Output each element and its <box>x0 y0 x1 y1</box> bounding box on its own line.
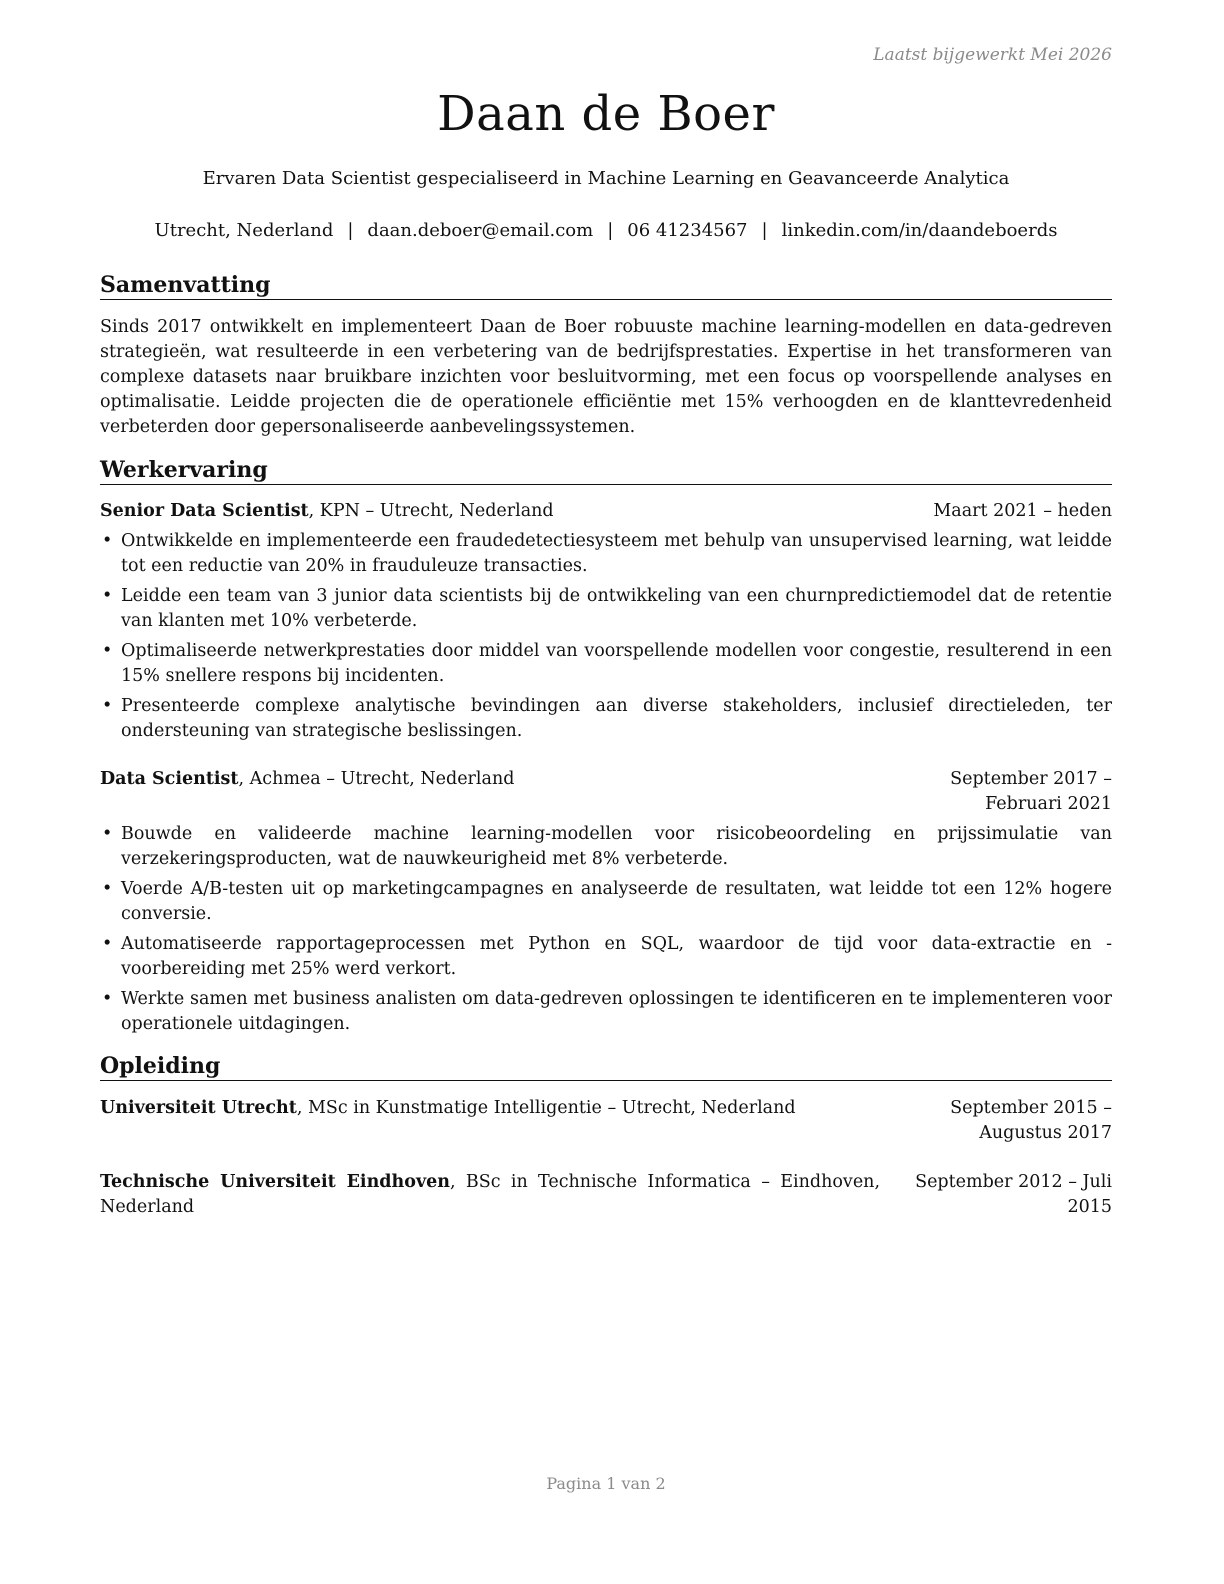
bullet-dot: • <box>102 531 113 551</box>
job-company: , KPN – Utrecht, Nederland <box>308 501 554 521</box>
contact-linkedin[interactable]: linkedin.com/in/daandeboerds <box>781 220 1058 241</box>
education-entry <box>100 1170 1112 1220</box>
job-dates: September 2017 – Februari 2021 <box>950 769 1112 814</box>
job-role: Data Scientist <box>100 769 239 789</box>
bullet-dot: • <box>102 879 113 899</box>
contact-line <box>100 220 1112 241</box>
list-item <box>100 877 1112 927</box>
list-item <box>100 822 1112 872</box>
contact-location: Utrecht, Nederland <box>154 220 334 241</box>
bullet-dot: • <box>102 586 113 606</box>
contact-separator: | <box>347 220 354 241</box>
resume-page <box>100 0 1112 1584</box>
bullet-dot: • <box>102 824 113 844</box>
bullet-dot: • <box>102 934 113 954</box>
education-dates: September 2015 – Augustus 2017 <box>950 1098 1112 1143</box>
job-dates: Maart 2021 – heden <box>933 501 1112 521</box>
list-item <box>100 584 1112 634</box>
job-bullets <box>100 822 1112 1042</box>
education-institution: Universiteit Utrecht <box>100 1098 297 1118</box>
last-updated-note: Laatst bijgewerkt Mei 2026 <box>873 45 1112 65</box>
list-item <box>100 987 1112 1037</box>
contact-separator: | <box>607 220 614 241</box>
list-item <box>100 694 1112 744</box>
section-title-experience: Werkervaring <box>100 457 1112 485</box>
page-number: Pagina 1 van 2 <box>546 1474 666 1493</box>
section-title-education: Opleiding <box>100 1053 1112 1081</box>
education-detail: , MSc in Kunstmatige Intelligentie – Utrecht, Nederland <box>296 1098 796 1118</box>
contact-email[interactable]: daan.deboer@email.com <box>367 220 594 241</box>
bullet-dot: • <box>102 696 113 716</box>
job-bullets <box>100 529 1112 749</box>
contact-separator: | <box>761 220 768 241</box>
list-item <box>100 639 1112 689</box>
education-detail: , BSc in Technische Informatica – Eindhoven, Nederland <box>100 1172 881 1217</box>
bullet-text: Optimaliseerde netwerkprestaties door middel van voorspellende modellen voor congestie, resulterend in een 15% snellere respons bij incidenten. <box>121 641 1112 686</box>
job-role: Senior Data Scientist <box>100 501 309 521</box>
job-title-line <box>100 767 514 817</box>
bullet-dot: • <box>102 641 113 661</box>
list-item <box>100 932 1112 982</box>
bullet-text: Voerde A/B-testen uit op marketingcampagnes en analyseerde de resultaten, wat leidde tot een 12% hogere conversie. <box>121 879 1112 924</box>
job-header <box>100 499 1112 524</box>
bullet-text: Bouwde en valideerde machine learning-modellen voor risicobeoordeling en prijssimulatie van verzekeringsproducten, wat de nauwkeurigheid met 8% verbeterde. <box>121 824 1112 869</box>
bullet-text: Werkte samen met business analisten om data-gedreven oplossingen te identificeren en te implementeren voor operationele uitdagingen. <box>121 989 1112 1034</box>
bullet-dot: • <box>102 989 113 1009</box>
bullet-text: Automatiseerde rapportageprocessen met Python en SQL, waardoor de tijd voor data-extractie en -voorbereiding met 25% werd verkort. <box>121 934 1112 979</box>
job-header <box>100 767 1112 817</box>
summary-text: Sinds 2017 ontwikkelt en implementeert Daan de Boer robuuste machine learning-modellen en data-gedreven strategieën, wat resulteerde in een verbetering van de bedrijfsprestaties. Expertise in het transformeren van complexe datasets naar bruikbare inzichten voor besluitvorming, met een focus op voorspellende analyses en optimalisatie. Leidde projecten die de operationele efficiëntie met 15% verhoogden en de klanttevredenheid verbeterden door gepersonaliseerde aanbevelingssystemen. <box>100 317 1112 437</box>
section-title-summary: Samenvatting <box>100 272 1112 300</box>
bullet-text: Ontwikkelde en implementeerde een fraudedetectiesysteem met behulp van unsupervised learning, wat leidde tot een reductie van 20% in frauduleuze transacties. <box>121 531 1112 576</box>
education-dates: September 2012 – Juli 2015 <box>915 1172 1112 1217</box>
education-institution: Technische Universiteit Eindhoven <box>100 1172 450 1192</box>
bullet-text: Leidde een team van 3 junior data scientists bij de ontwikkeling van een churnpredictiemodel dat de retentie van klanten met 10% verbeterde. <box>121 586 1112 631</box>
contact-phone: 06 41234567 <box>627 220 748 241</box>
list-item <box>100 529 1112 579</box>
job-title-line <box>100 499 554 524</box>
bullet-text: Presenteerde complexe analytische bevindingen aan diverse stakeholders, inclusief directieleden, ter ondersteuning van strategische beslissingen. <box>121 696 1112 741</box>
education-institution-line <box>100 1170 880 1220</box>
candidate-tagline: Ervaren Data Scientist gespecialiseerd in Machine Learning en Geavanceerde Analytica <box>202 168 1010 189</box>
job-company: , Achmea – Utrecht, Nederland <box>238 769 515 789</box>
candidate-name: Daan de Boer <box>437 86 775 142</box>
education-entry <box>100 1096 1112 1146</box>
education-institution-line <box>100 1096 880 1146</box>
